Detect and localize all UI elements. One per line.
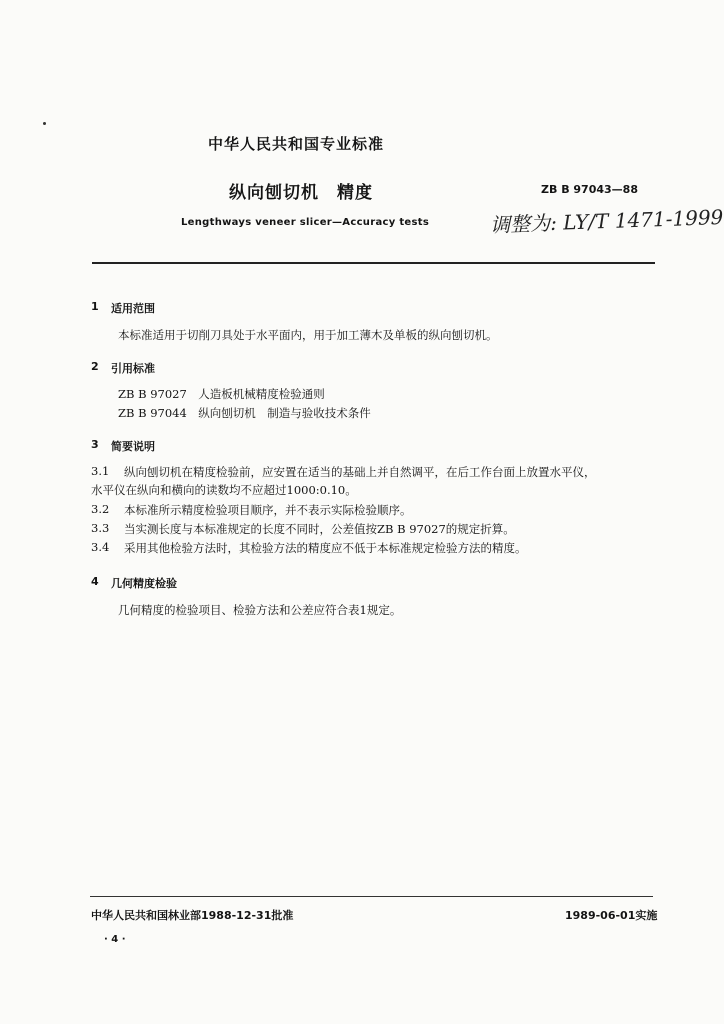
section-3-number: 3 <box>91 438 99 451</box>
clause-number: 3.1 <box>91 464 110 478</box>
section-2-title: 引用标准 <box>111 362 155 375</box>
clause-text-continued: 水平仪在纵向和横向的读数均不应超过1000:0.10。 <box>91 483 357 497</box>
section-3-title: 简要说明 <box>111 440 155 453</box>
clause-number: 3.2 <box>91 502 110 516</box>
clause-text: 本标准所示精度检验项目顺序，并不表示实际检验顺序。 <box>124 503 412 517</box>
reference-item: ZB B 97027 人造板机械精度检验通则 <box>118 387 325 401</box>
section-4-number: 4 <box>91 575 99 588</box>
clause-text: 纵向刨切机在精度检验前，应安置在适当的基础上并自然调平，在后工作台面上放置水平仪， <box>124 465 596 479</box>
section-4-title: 几何精度检验 <box>111 577 177 590</box>
section-1-number: 1 <box>91 300 99 313</box>
section-1-text: 本标准适用于切削刀具处于水平面内，用于加工薄木及单板的纵向刨切机。 <box>118 328 498 342</box>
section-2-number: 2 <box>91 360 99 373</box>
clause-number: 3.4 <box>91 540 110 554</box>
clause-text: 当实测长度与本标准规定的长度不同时，公差值按ZB B 97027的规定折算。 <box>124 522 515 536</box>
org-title: 中华人民共和国专业标准 <box>208 135 385 153</box>
header-rule <box>92 262 655 264</box>
scan-speck <box>43 122 46 125</box>
approval-line: 中华人民共和国林业部1988-12-31批准 <box>91 909 294 922</box>
section-4-text: 几何精度的检验项目、检验方法和公差应符合表1规定。 <box>118 603 402 617</box>
english-title: Lengthways veneer slicer—Accuracy tests <box>181 217 430 228</box>
clause-text: 采用其他检验方法时，其检验方法的精度应不低于本标准规定检验方法的精度。 <box>124 541 527 555</box>
section-1-title: 适用范围 <box>111 302 155 315</box>
page-number: · 4 · <box>104 934 126 945</box>
standard-number: ZB B 97043—88 <box>541 183 638 196</box>
effective-date: 1989-06-01实施 <box>565 909 658 922</box>
doc-title: 纵向刨切机 精度 <box>229 183 373 203</box>
handwritten-note: 调整为: LY/T 1471-1999 <box>489 204 724 238</box>
reference-item: ZB B 97044 纵向刨切机 制造与验收技术条件 <box>118 406 371 420</box>
clause-number: 3.3 <box>91 521 110 535</box>
footer-rule <box>90 896 653 897</box>
